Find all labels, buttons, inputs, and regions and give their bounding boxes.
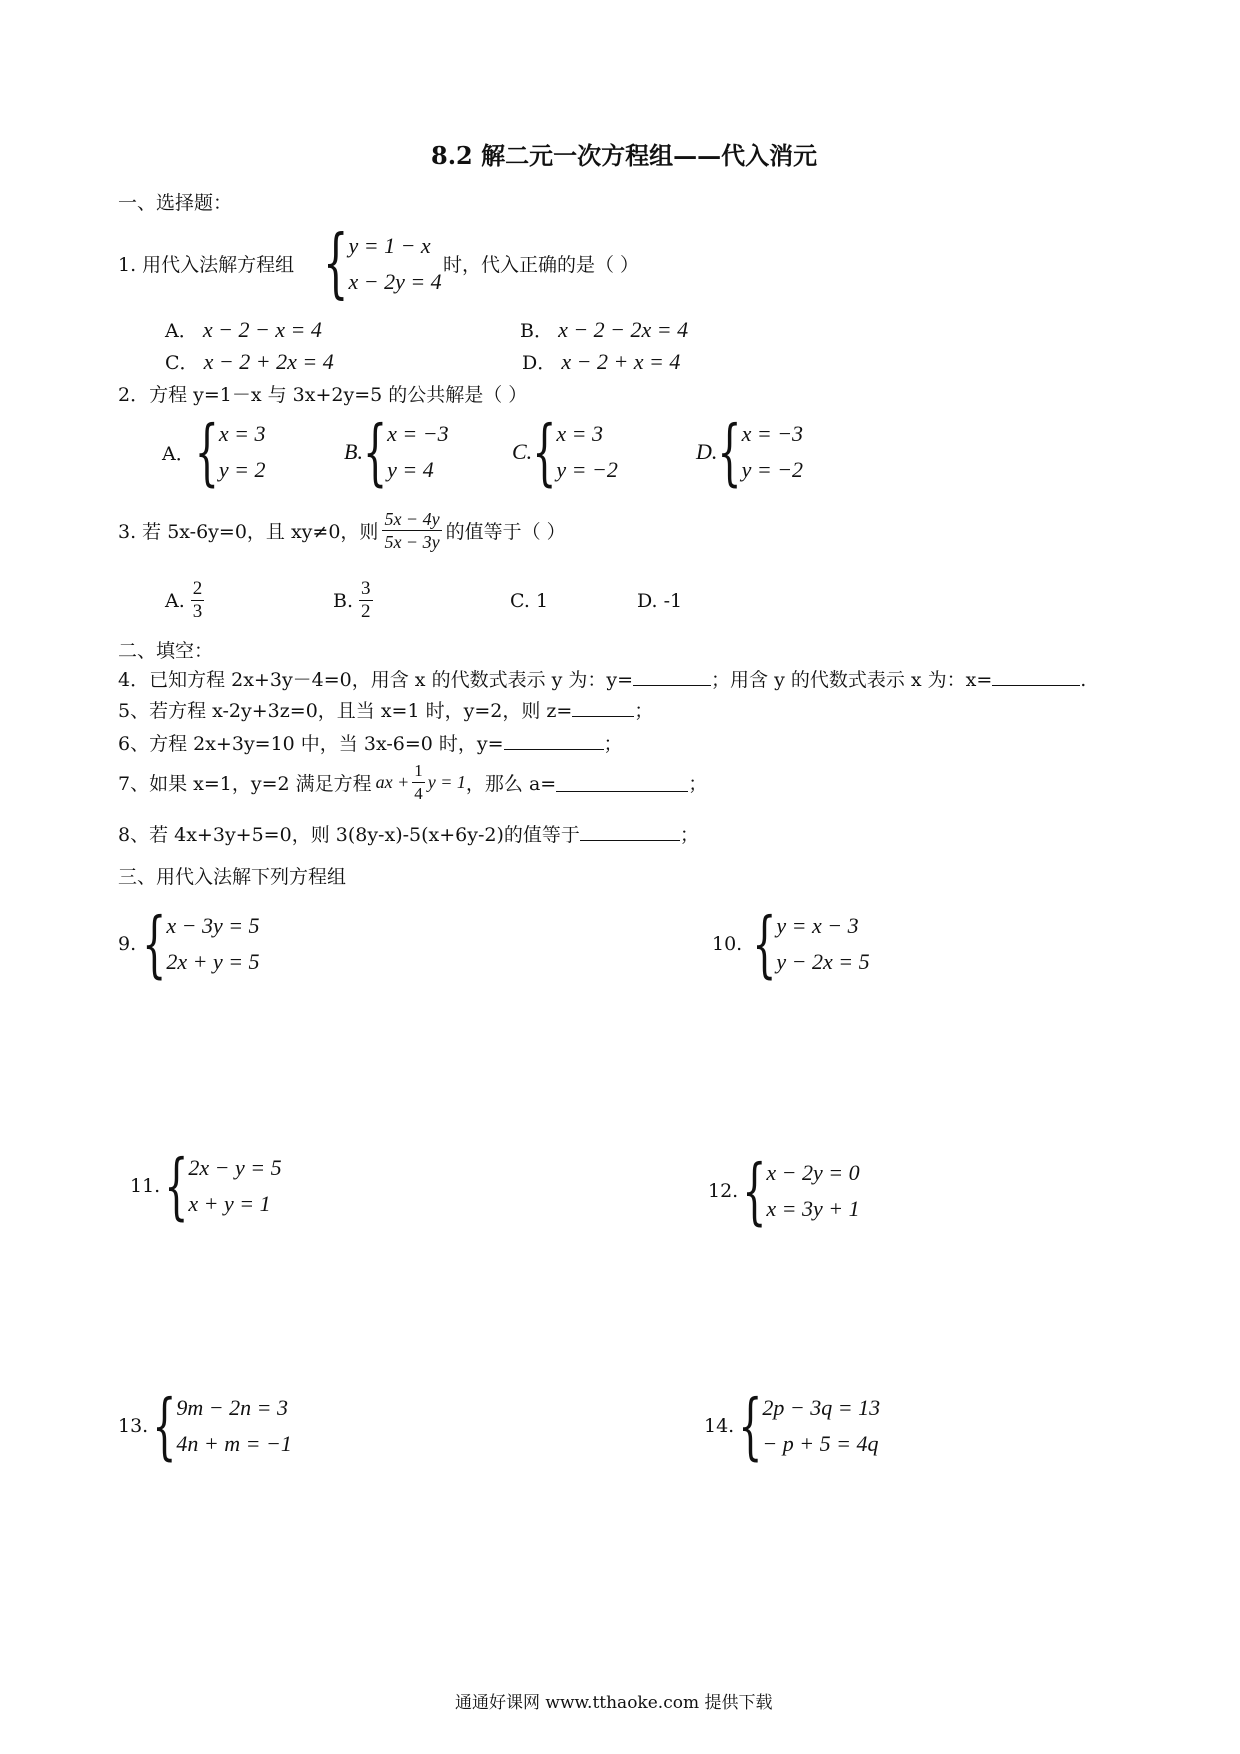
option-c: C. { x = 3 y = −2	[512, 410, 618, 494]
equation-system: { 2p − 3q = 13 − p + 5 = 4q	[738, 1384, 881, 1468]
solution-system: { x = −3 y = −2	[717, 410, 804, 494]
problem-11: 11. { 2x − y = 5 x + y = 1	[130, 1144, 282, 1228]
answer-blank	[556, 773, 688, 792]
question-6: 6、方程 2x+3y=10 中，当 3x-6=0 时，y= ；	[118, 733, 623, 755]
section-heading-solve: 三、用代入法解下列方程组	[118, 866, 347, 888]
option-a: A． { x = 3 y = 2	[162, 410, 266, 494]
equation-system: { y = x − 3 y − 2x = 5	[752, 902, 870, 986]
equation: y = 1 − x	[348, 233, 431, 258]
fraction: $\frac{5x - 4y}{5x - 3y}$	[384, 509, 440, 552]
answer-blank	[992, 667, 1080, 686]
equation-system: { x − 3y = 5 2x + y = 5	[142, 902, 260, 986]
problem-14: 14. { 2p − 3q = 13 − p + 5 = 4q	[704, 1384, 881, 1468]
problem-12: 12. { x − 2y = 0 x = 3y + 1	[708, 1149, 860, 1233]
fraction: $\frac{1}{4}$	[414, 761, 423, 803]
option-c: C. 1	[510, 590, 549, 612]
question-8: 8、若 4x+3y+5=0，则 3(8y-x)-5(x+6y-2)的值等于 ；	[118, 824, 699, 846]
page-title: 8.2 解二元一次方程组——代入消元	[431, 141, 818, 170]
question-7: 7、如果 x=1，y=2 满足方程 ax + $\frac{1}{4}$ y = 1 ，那么 a= ；	[118, 761, 708, 803]
answer-blank	[572, 698, 634, 717]
answer-blank	[580, 822, 680, 841]
problem-13: 13. { 9m − 2n = 3 4n + m = −1	[118, 1384, 292, 1468]
equation-system: { 2x − y = 5 x + y = 1	[164, 1144, 282, 1228]
question-1-suffix: 时，代入正确的是（ ）	[443, 254, 640, 276]
option-d: D． x − 2 + x = 4	[522, 349, 681, 374]
equation-system: { x − 2y = 0 x = 3y + 1	[742, 1149, 860, 1233]
option-c: C． x − 2 + 2x = 4	[165, 349, 334, 374]
fraction: $\frac{3}{2}$	[361, 578, 371, 622]
solution-system: { x = −3 y = 4	[362, 410, 449, 494]
option-b: B. { x = −3 y = 4	[344, 410, 449, 494]
question-4: 4．已知方程 2x+3y－4=0，用含 x 的代数式表示 y 为：y= ；用含 y 的代数式表示 x 为：x= .	[118, 669, 1087, 691]
answer-blank	[633, 667, 711, 686]
question-5: 5、若方程 x-2y+3z=0，且当 x=1 时，y=2，则 z= ；	[118, 700, 654, 722]
solution-system: { x = 3 y = 2	[194, 410, 266, 494]
equation-system: { 9m − 2n = 3 4n + m = −1	[152, 1384, 292, 1468]
section-heading-choice: 一、选择题：	[118, 192, 233, 214]
option-a: A． x − 2 − x = 4	[165, 317, 322, 342]
answer-blank	[504, 731, 604, 750]
equation: x − 2y = 4	[348, 269, 442, 294]
option-b: B． x − 2 − 2x = 4	[520, 317, 689, 342]
fraction: $\frac{2}{3}$	[192, 578, 203, 622]
problem-10: 10. { y = x − 3 y − 2x = 5	[712, 902, 870, 986]
option-a: A. $\frac{2}{3}$	[165, 578, 203, 622]
option-d: D. -1	[637, 590, 683, 612]
problem-9: 9. { x − 3y = 5 2x + y = 5	[118, 902, 260, 986]
option-b: B. $\frac{3}{2}$	[333, 578, 371, 622]
footer-credit: 通通好课网 www.tthaoke.com 提供下载	[455, 1693, 773, 1713]
option-d: D. { x = −3 y = −2	[696, 410, 804, 494]
question-1-system: { y = 1 − x x − 2y = 4	[323, 220, 442, 308]
question-1-prefix: 1. 用代入法解方程组	[118, 254, 295, 276]
question-3: 3. 若 5x-6y=0，且 xy≠0，则 $\frac{5x - 4y}{5x - 3y}$ 的值等于（ ）	[118, 509, 566, 552]
solution-system: { x = 3 y = −2	[532, 410, 618, 494]
question-2-text: 2．方程 y=1－x 与 3x+2y=5 的公共解是（ ）	[118, 384, 528, 406]
section-heading-fill: 二、填空：	[118, 640, 214, 662]
